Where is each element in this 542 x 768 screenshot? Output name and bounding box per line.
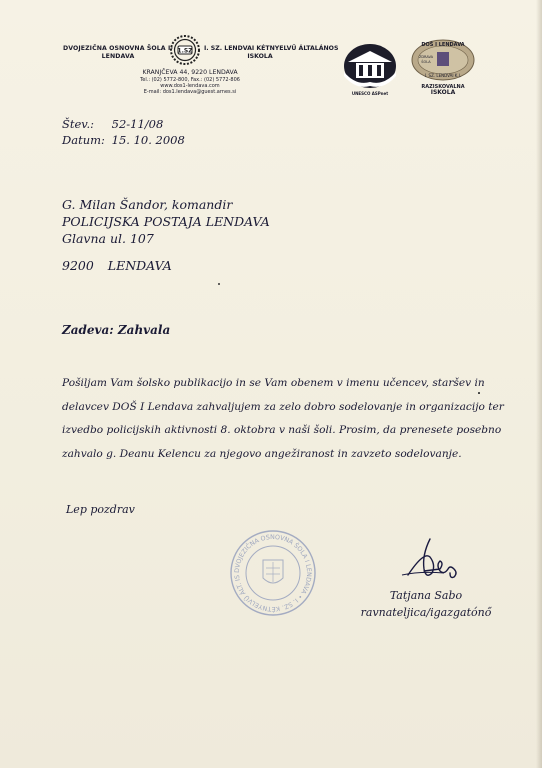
body-line: delavcev DOŠ I Lendava zahvaljujem za zelo dobro sodelovanje in organizacijo ter bbox=[62, 400, 504, 413]
signer-block bbox=[356, 587, 496, 621]
letterhead bbox=[56, 34, 496, 104]
paper-edge-shadow bbox=[536, 0, 542, 768]
recipient-street: Glavna ul. 107 bbox=[62, 231, 154, 246]
health-badge-bottom: I. SZ. LENDVAI K.I. bbox=[424, 73, 462, 78]
reference-date bbox=[62, 132, 185, 148]
reference-date-value: 15. 10. 2008 bbox=[111, 133, 185, 147]
school-name-hu-line2: ISKOLA bbox=[247, 53, 273, 60]
recipient-postal bbox=[62, 258, 172, 273]
closing-greeting: Lep pozdrav bbox=[66, 503, 135, 516]
school-name-slovene bbox=[62, 45, 174, 61]
health-caption-iskola: ISKOLA bbox=[430, 89, 456, 96]
reference-date-label: Datum: bbox=[62, 133, 105, 147]
letter-subject: Zadeva: Zahvala bbox=[62, 323, 171, 337]
emblem-label: 1.SZ bbox=[177, 47, 193, 55]
health-caption bbox=[410, 84, 476, 96]
health-badge-word-zdrava: ZDRAVA bbox=[418, 55, 434, 59]
school-name-hu-line1: I. SZ. LENDVAI KÉTNYELVŰ ÁLTALÁNOS bbox=[204, 45, 339, 52]
reference-block bbox=[62, 116, 185, 148]
reference-number-label: Štev.: bbox=[62, 117, 94, 131]
recipient-city: LENDAVA bbox=[107, 258, 172, 273]
address-email[interactable]: E-mail: dos1.lendava@guest.arnes.si bbox=[143, 89, 237, 96]
school-name-sl-line1: DVOJEZIČNA OSNOVNA ŠOLA I- bbox=[62, 45, 174, 52]
reference-number bbox=[62, 116, 185, 132]
stamp-crest-icon bbox=[263, 560, 283, 583]
handwritten-signature bbox=[400, 535, 464, 585]
paper-speck bbox=[218, 283, 220, 285]
recipient-postal-code: 9200 bbox=[62, 258, 94, 273]
unesco-logo-icon bbox=[342, 42, 398, 100]
letter-body bbox=[62, 372, 504, 466]
body-line: Pošiljam Vam šolsko publikacijo in se Vam obenem v imenu učencev, staršev in bbox=[62, 377, 485, 389]
school-name-sl-line2: LENDAVA bbox=[101, 53, 135, 60]
address-phone: Tel.: (02) 5772-800, Fax.: (02) 5772-806 bbox=[140, 77, 240, 83]
reference-number-value: 52-11/08 bbox=[111, 117, 164, 131]
health-badge-top: DOŠ I LENDAVA bbox=[421, 42, 465, 48]
school-stamp bbox=[228, 528, 318, 618]
health-school-logo-icon bbox=[410, 38, 476, 102]
school-emblem-icon bbox=[169, 34, 201, 66]
health-caption-raziskovalna: RAZISKOVALNA bbox=[421, 84, 465, 90]
paper-speck bbox=[478, 392, 480, 394]
recipient-address bbox=[62, 196, 270, 247]
body-line: izvedbo policijskih aktivnosti 8. oktobra v naši šoli. Prosim, da prenesete posebno bbox=[62, 424, 502, 436]
address-street: KRANJČEVA 44, 9220 LENDAVA bbox=[142, 69, 238, 76]
signer-name: Tatjana Sabo bbox=[389, 589, 463, 602]
body-line: zahvalo g. Deanu Kelencu za njegovo angežiranost in zavzeto sodelovanje. bbox=[62, 447, 462, 460]
school-name-hungarian bbox=[204, 45, 339, 61]
unesco-caption: UNESCO ASPnet bbox=[351, 91, 389, 96]
recipient-name: G. Milan Šandor, komandir bbox=[62, 197, 233, 212]
stamp-ring-text: DVOJEZIČNA OSNOVNA ŠOLA I LENDAVA • I. SZ. KÉTNYELVŰ ÁLT. IS bbox=[233, 533, 313, 613]
health-badge-word-sola: ŠOLA bbox=[421, 60, 431, 64]
recipient-organization: POLICIJSKA POSTAJA LENDAVA bbox=[62, 214, 270, 229]
address-web[interactable]: www.dos1-lendava.com bbox=[160, 83, 220, 90]
school-address bbox=[130, 69, 250, 96]
signer-title: ravnateljica/igazgatónő bbox=[360, 606, 492, 619]
